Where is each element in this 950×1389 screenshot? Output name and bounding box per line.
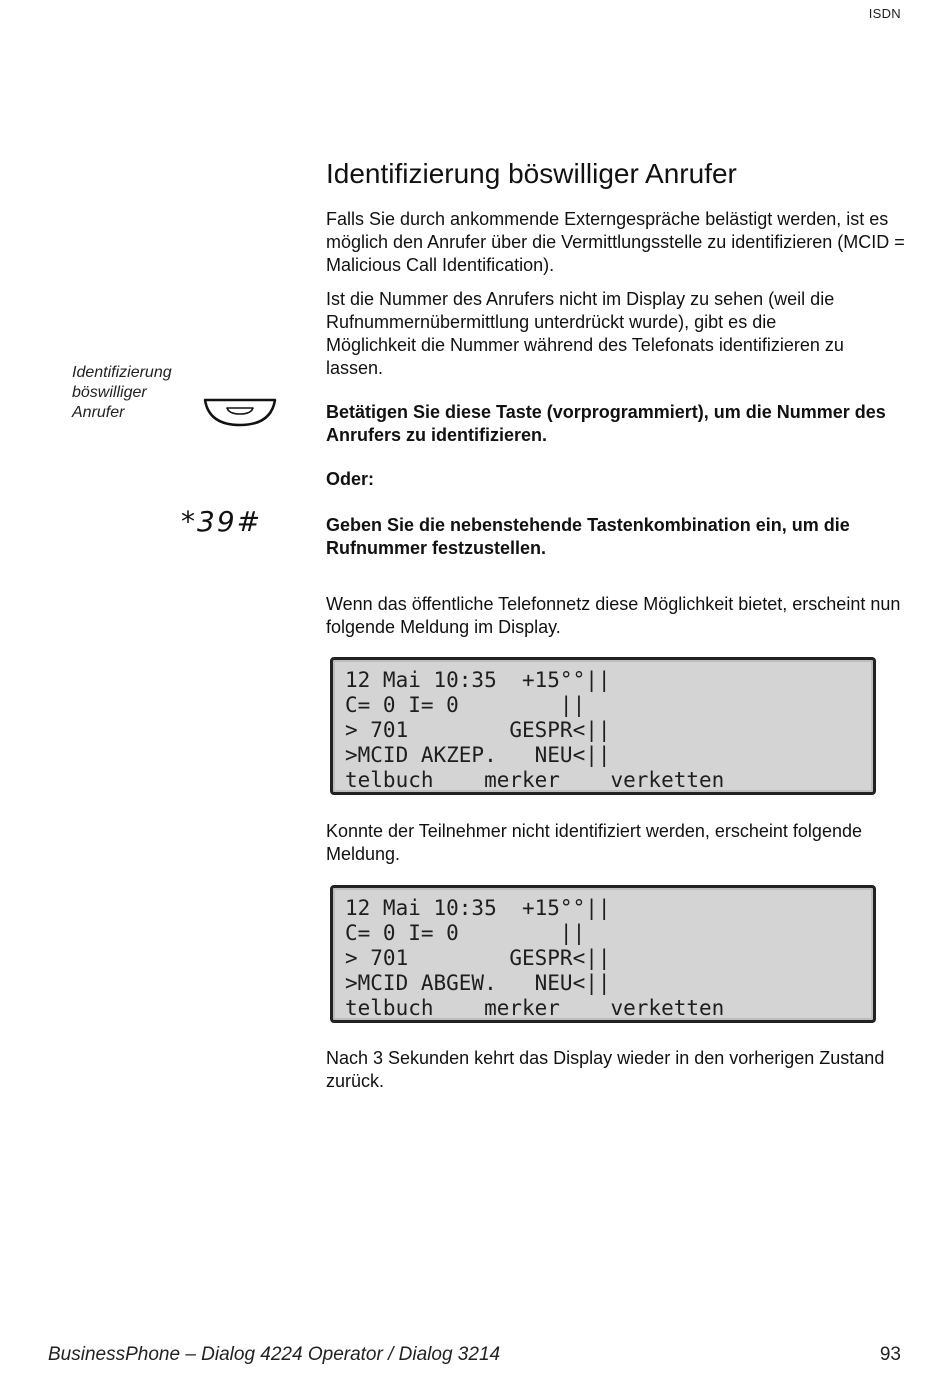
timeout-paragraph: Nach 3 Sekunden kehrt das Display wieder in den vorherigen Zustand zurück.	[326, 1048, 885, 1091]
section-tag: ISDN	[868, 6, 901, 21]
display-line: C= 0 I= 0 ||	[345, 693, 586, 717]
network-paragraph: Wenn das öffentliche Telefonnetz diese Möglichkeit bietet, erscheint nun folgende Meldung im Display.	[326, 594, 901, 637]
display-line: > 701 GESPR<||	[345, 718, 611, 742]
display-softkeys: telbuch merker verketten	[345, 768, 725, 792]
display-line: > 701 GESPR<||	[345, 946, 611, 970]
or-label: Oder:	[326, 469, 375, 489]
detail-paragraph: Ist die Nummer des Anrufers nicht im Display zu sehen (weil die Rufnummernübermittlung unterdrückt wurde), gibt es die Möglichkeit die Nummer während des Telefonats identifizieren zu lassen.	[326, 289, 844, 378]
display-mcid-accepted	[330, 657, 876, 795]
display-line: 12 Mai 10:35 +15°°||	[345, 668, 611, 692]
instruction-press-key: Betätigen Sie diese Taste (vorprogrammiert), um die Nummer des Anrufers zu identifizieren.	[326, 402, 886, 445]
display-line: C= 0 I= 0 ||	[345, 921, 586, 945]
key-combination: *39#	[181, 505, 263, 538]
display-mcid-rejected	[330, 885, 876, 1023]
page-title: Identifizierung böswilliger Anrufer	[326, 158, 737, 189]
margin-label	[72, 363, 202, 423]
margin-label-line: böswilliger	[72, 384, 147, 401]
not-identified-paragraph: Konnte der Teilnehmer nicht identifiziert werden, erscheint folgende Meldung.	[326, 821, 862, 864]
instruction-key-combo: Geben Sie die nebenstehende Tastenkombination ein, um die Rufnummer festzustellen.	[326, 515, 850, 558]
footer-manual-title: BusinessPhone – Dialog 4224 Operator / Dialog 3214	[48, 1344, 501, 1365]
margin-label-line: Identifizierung	[72, 364, 172, 381]
programmable-key-icon	[203, 398, 277, 428]
display-softkeys: telbuch merker verketten	[345, 996, 725, 1020]
display-line: 12 Mai 10:35 +15°°||	[345, 896, 611, 920]
display-line: >MCID AKZEP. NEU<||	[345, 743, 611, 767]
page-number: 93	[879, 1344, 901, 1365]
margin-label-line: Anrufer	[72, 404, 125, 421]
intro-paragraph: Falls Sie durch ankommende Externgespräche belästigt werden, ist es möglich den Anrufer über die Vermittlungsstelle zu identifizieren (MCID = Malicious Call Identification).	[326, 209, 905, 275]
display-line: >MCID ABGEW. NEU<||	[345, 971, 611, 995]
